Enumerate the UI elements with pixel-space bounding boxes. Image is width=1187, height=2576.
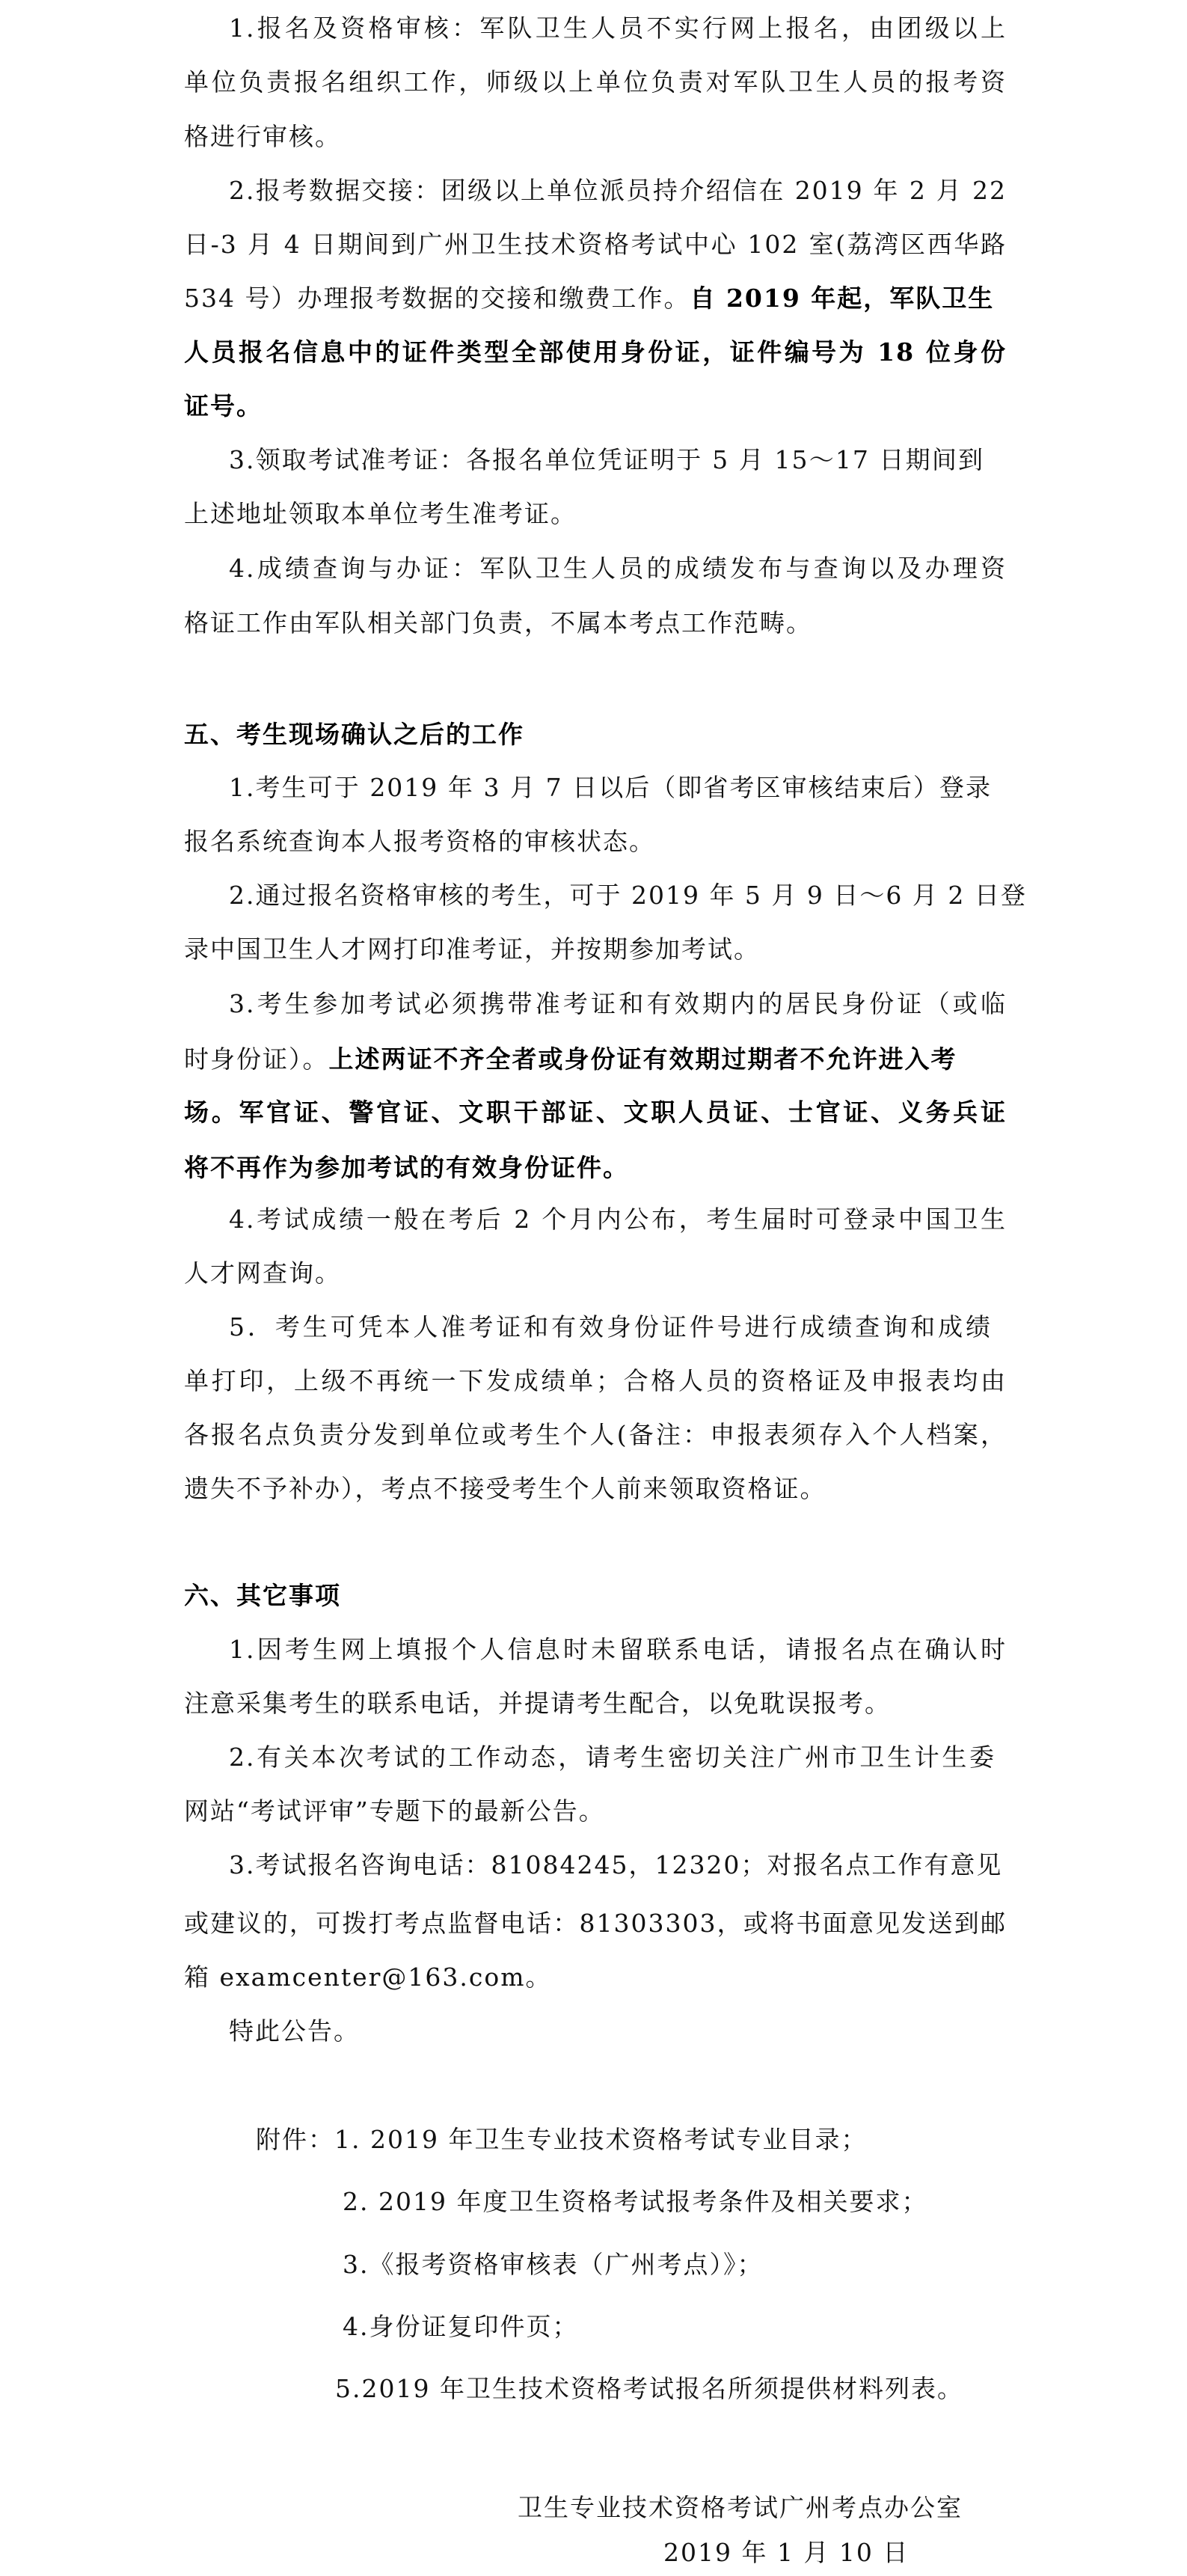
issuing-office: 卫生专业技术资格考试广州考点办公室 bbox=[518, 2493, 963, 2522]
paragraph-line: 1.报名及资格审核：军队卫生人员不实行网上报名，由团级以上 bbox=[229, 13, 1007, 43]
plain-text: 534 号）办理报考数据的交接和缴费工作。 bbox=[184, 284, 690, 313]
paragraph-line bbox=[184, 282, 1007, 315]
paragraph-line: 网站“考试评审”专题下的最新公告。 bbox=[184, 1796, 605, 1826]
bold-notice-line: 证号。 bbox=[184, 391, 263, 420]
bold-notice-text: 上述两证不齐全者或身份证有效期过期者不允许进入考 bbox=[328, 1044, 957, 1074]
email-line: 箱 examcenter@163.com。 bbox=[184, 1962, 552, 1992]
bold-notice-line: 将不再作为参加考试的有效身份证件。 bbox=[184, 1153, 629, 1182]
paragraph-line: 格证工作由军队相关部门负责，不属本考点工作范畴。 bbox=[184, 608, 812, 637]
paragraph-line: 日-3 月 4 日期间到广州卫生技术资格考试中心 102 室(荔湾区西华路 bbox=[184, 230, 1007, 259]
paragraph-line: 单打印，上级不再统一下发成绩单；合格人员的资格证及申报表均由 bbox=[184, 1366, 1007, 1395]
paragraph-line: 或建议的，可拨打考点监督电话：81303303，或将书面意见发送到邮 bbox=[184, 1909, 1007, 1938]
paragraph-line: 1.考生可于 2019 年 3 月 7 日以后（即省考区审核结束后）登录 bbox=[229, 773, 992, 802]
paragraph-line: 各报名点负责分发到单位或考生个人(备注：申报表须存入个人档案， bbox=[184, 1420, 1007, 1449]
paragraph-line: 上述地址领取本单位考生准考证。 bbox=[184, 499, 577, 528]
paragraph-line: 5．考生可凭本人准考证和有效身份证件号进行成绩查询和成绩 bbox=[229, 1312, 992, 1341]
paragraph-line: 单位负责报名组织工作，师级以上单位负责对军队卫生人员的报考资 bbox=[184, 67, 1007, 97]
closing-remark: 特此公告。 bbox=[229, 2016, 360, 2046]
paragraph-line: 格进行审核。 bbox=[184, 122, 341, 151]
bold-notice-text: 自 2019 年起，军队卫生 bbox=[690, 284, 995, 313]
paragraph-line: 2.通过报名资格审核的考生，可于 2019 年 5 月 9 日～6 月 2 日登 bbox=[229, 881, 1027, 910]
attachment-item: 3.《报考资格审核表（广州考点）》； bbox=[343, 2250, 764, 2279]
paragraph-line: 2.有关本次考试的工作动态，请考生密切关注广州市卫生计生委 bbox=[229, 1743, 996, 1772]
attachment-item: 5.2019 年卫生技术资格考试报名所须提供材料列表。 bbox=[335, 2374, 963, 2403]
paragraph-line: 录中国卫生人才网打印准考证，并按期参加考试。 bbox=[184, 934, 760, 964]
attachments-label: 附件： bbox=[256, 2125, 334, 2154]
paragraph-line: 4.考试成绩一般在考后 2 个月内公布，考生届时可登录中国卫生 bbox=[229, 1205, 1007, 1234]
plain-text: 时身份证）。 bbox=[184, 1044, 329, 1074]
paragraph-line: 3.考生参加考试必须携带准考证和有效期内的居民身份证（或临 bbox=[229, 989, 1007, 1018]
paragraph-line: 遗失不予补办），考点不接受考生个人前来领取资格证。 bbox=[184, 1474, 826, 1503]
issue-date: 2019 年 1 月 10 日 bbox=[663, 2538, 910, 2567]
bold-notice-line: 场。军官证、警官证、文职干部证、文职人员证、士官证、义务兵证 bbox=[184, 1098, 1007, 1127]
paragraph-line: 1.因考生网上填报个人信息时未留联系电话，请报名点在确认时 bbox=[229, 1635, 1007, 1664]
paragraph-line: 报名系统查询本人报考资格的审核状态。 bbox=[184, 827, 655, 856]
paragraph-line bbox=[184, 1043, 1007, 1076]
paragraph-line: 3.领取考试准考证：各报名单位凭证明于 5 月 15～17 日期间到 bbox=[229, 445, 984, 474]
attachment-item: 4.身份证复印件页； bbox=[343, 2312, 579, 2341]
paragraph-line: 注意采集考生的联系电话，并提请考生配合，以免耽误报考。 bbox=[184, 1689, 891, 1718]
paragraph-line: 2.报考数据交接：团级以上单位派员持介绍信在 2019 年 2 月 22 bbox=[229, 176, 1007, 205]
section-heading: 五、考生现场确认之后的工作 bbox=[184, 720, 524, 749]
attachment-item: 2. 2019 年度卫生资格考试报考条件及相关要求； bbox=[343, 2187, 928, 2216]
bold-notice-line: 人员报名信息中的证件类型全部使用身份证，证件编号为 18 位身份 bbox=[184, 337, 1007, 367]
paragraph-line: 4.成绩查询与办证：军队卫生人员的成绩发布与查询以及办理资 bbox=[229, 554, 1007, 583]
section-heading: 六、其它事项 bbox=[184, 1581, 341, 1610]
attachment-item: 1. 2019 年卫生专业技术资格考试专业目录； bbox=[334, 2125, 868, 2154]
paragraph-line: 人才网查询。 bbox=[184, 1258, 341, 1288]
attachment-row bbox=[256, 2123, 867, 2156]
paragraph-line: 3.考试报名咨询电话：81084245，12320；对报名点工作有意见 bbox=[229, 1850, 1003, 1879]
